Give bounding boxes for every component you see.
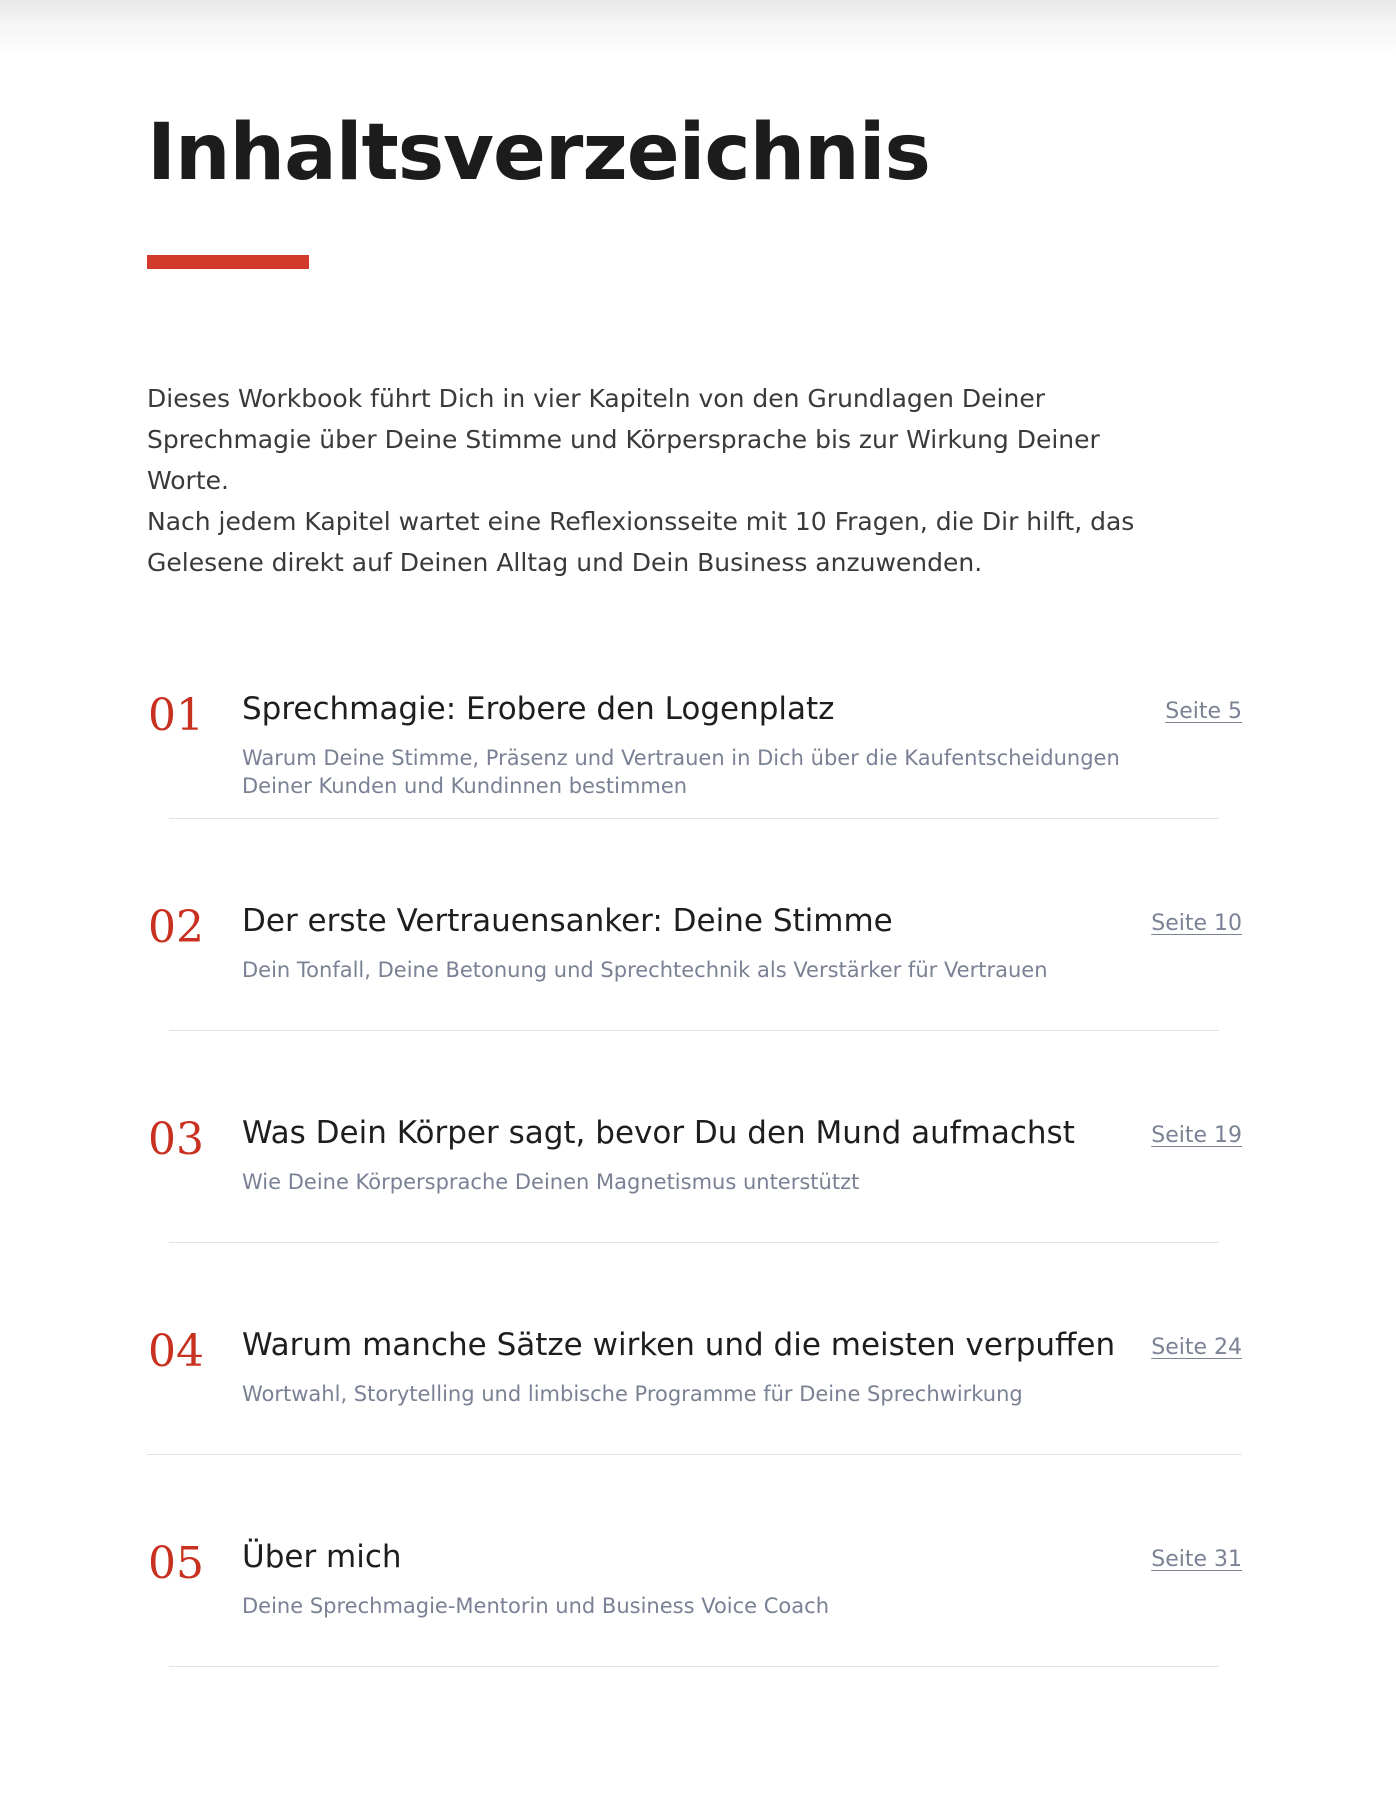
page-link-03[interactable]: Seite 19 — [1151, 1123, 1242, 1148]
page-title: Inhaltsverzeichnis — [147, 108, 930, 198]
chapter-title: Was Dein Körper sagt, bevor Du den Mund aufmachst — [242, 1115, 1075, 1151]
chapter-description: Dein Tonfall, Deine Betonung und Sprechtechnik als Verstärker für Vertrauen — [242, 958, 1048, 982]
entry-divider — [169, 1666, 1219, 1667]
toc-entry-03[interactable] — [147, 1104, 1242, 1316]
page-link-05[interactable]: Seite 31 — [1151, 1547, 1242, 1572]
table-of-contents — [147, 680, 1242, 1740]
entry-divider — [147, 1454, 1242, 1455]
chapter-description: Warum Deine Stimme, Präsenz und Vertrauen in Dich über die Kaufentscheidungen Deiner Kunden und Kundinnen bestimmen — [242, 746, 1120, 798]
chapter-title: Sprechmagie: Erobere den Logenplatz — [242, 691, 835, 727]
chapter-description: Deine Sprechmagie-Mentorin und Business Voice Coach — [242, 1594, 830, 1618]
chapter-description: Wortwahl, Storytelling und limbische Programme für Deine Sprechwirkung — [242, 1382, 1023, 1406]
chapter-number: 02 — [148, 902, 204, 953]
chapter-title: Der erste Vertrauensanker: Deine Stimme — [242, 903, 893, 939]
intro-paragraph-1: Dieses Workbook führt Dich in vier Kapiteln von den Grundlagen Deiner Sprechmagie über Deine Stimme und Körpersprache bis zur Wirkung Deiner Worte. — [147, 384, 1100, 495]
top-shadow — [0, 0, 1396, 56]
toc-entry-04[interactable] — [147, 1316, 1242, 1528]
entry-divider — [169, 1242, 1219, 1243]
toc-entry-02[interactable] — [147, 892, 1242, 1104]
chapter-number: 03 — [148, 1114, 204, 1165]
intro-paragraph-2: Nach jedem Kapitel wartet eine Reflexionsseite mit 10 Fragen, die Dir hilft, das Gelesene direkt auf Deinen Alltag und Dein Business anzuwenden. — [147, 507, 1135, 577]
chapter-title: Über mich — [242, 1539, 402, 1575]
title-accent-bar — [147, 255, 309, 269]
intro-text — [147, 378, 1147, 583]
chapter-description: Wie Deine Körpersprache Deinen Magnetismus unterstützt — [242, 1170, 860, 1194]
chapter-number: 01 — [148, 690, 204, 741]
entry-divider — [169, 818, 1219, 819]
entry-divider — [169, 1030, 1219, 1031]
toc-entry-05[interactable] — [147, 1528, 1242, 1740]
chapter-number: 04 — [148, 1326, 204, 1377]
page-link-04[interactable]: Seite 24 — [1151, 1335, 1242, 1360]
page-link-01[interactable]: Seite 5 — [1165, 699, 1242, 724]
toc-entry-01[interactable] — [147, 680, 1242, 892]
chapter-title: Warum manche Sätze wirken und die meisten verpuffen — [242, 1327, 1116, 1363]
chapter-number: 05 — [148, 1538, 204, 1589]
page-link-02[interactable]: Seite 10 — [1151, 911, 1242, 936]
